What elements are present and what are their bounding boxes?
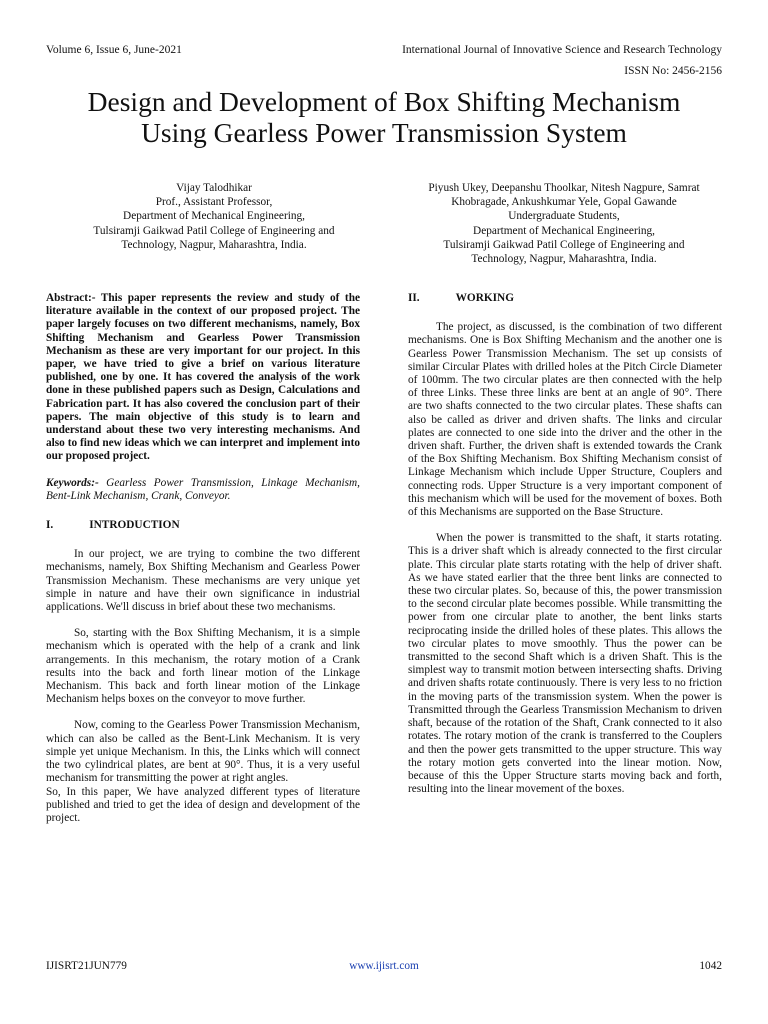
- title-line-2: Using Gearless Power Transmission System: [141, 117, 627, 148]
- author-name: Vijay Talodhikar: [176, 182, 252, 194]
- section-title: WORKING: [455, 292, 514, 304]
- keywords: [46, 477, 360, 503]
- section-title: INTRODUCTION: [89, 519, 180, 532]
- author-block-right: [400, 181, 728, 266]
- header-issn: ISSN No: 2456-2156: [624, 65, 722, 77]
- keywords-label: Keywords:-: [46, 476, 99, 489]
- author-college-line-1: Tulsiramji Gaikwad Patil College of Engineering and: [443, 238, 685, 251]
- left-column: [46, 292, 360, 825]
- header-journal: International Journal of Innovative Science and Research Technology: [402, 44, 722, 56]
- author-department: Department of Mechanical Engineering,: [473, 224, 655, 237]
- author-block-left: [58, 181, 370, 252]
- author-college-line-1: Tulsiramji Gaikwad Patil College of Engineering and: [93, 224, 335, 237]
- author-names-line-1: Piyush Ukey, Deepanshu Thoolkar, Nitesh Nagpure, Samrat: [428, 182, 700, 194]
- author-names-line-2: Khobragade, Ankushkumar Yele, Gopal Gawande: [451, 196, 677, 209]
- title-line-1: Design and Development of Box Shifting Mechanism: [87, 86, 681, 117]
- intro-paragraph-3: Now, coming to the Gearless Power Transmission Mechanism, which can also be called as the Bent-Link Mechanism. It is very simple yet unique Mechanism. In this, the Links which will connect the two cylindrical plates, are bent at 90°. Thus, it is a very useful mechanism for transmitting the power at right angles.: [46, 719, 360, 785]
- keywords-text: Gearless Power Transmission, Linkage Mechanism, Bent-Link Mechanism, Crank, Conveyor.: [46, 476, 360, 502]
- footer-paper-id: IJISRT21JUN779: [46, 960, 127, 972]
- header-volume: Volume 6, Issue 6, June-2021: [46, 44, 182, 56]
- author-college-line-2: Technology, Nagpur, Maharashtra, India.: [471, 253, 657, 266]
- section-heading-introduction: [46, 519, 360, 532]
- section-number: II.: [408, 292, 420, 304]
- abstract: Abstract:- This paper represents the review and study of the literature available in the context of our proposed project. The paper largely focuses on two different mechanisms, namely, Box Shifting Mechanism and Gearless Power Transmission Mechanism as these are very important for our project. In this paper, we have tried to give a brief on various literature published, one by one. It has covered the analysis of the work done in these published papers such as Design, Calculations and Fabrication part. It has also covered the conclusion part of their papers. The main objective of this study is to learn and understand about these two very interesting mechanisms. And also to find new ideas which we can interpret and implement into our proposed project.: [46, 292, 360, 463]
- author-college-line-2: Technology, Nagpur, Maharashtra, India.: [121, 238, 307, 251]
- author-position: Undergraduate Students,: [508, 210, 620, 223]
- section-number: I.: [46, 519, 54, 532]
- intro-paragraph-1: In our project, we are trying to combine the two different mechanisms, namely, Box Shifting Mechanism and Gearless Power Transmission Mechanism. These mechanisms are very unique yet simple in nature and have their own significance in industrial applications. We'll discuss in brief about these two mechanisms.: [46, 548, 360, 614]
- right-column: [408, 292, 722, 796]
- working-paragraph-2: When the power is transmitted to the shaft, it starts rotating. This is a driver shaft which is already connected to the first circular plate. This circular plate starts rotating with the help of driver shaft. As we have stated earlier that the three bent links are connected to these two circular plates. So, because of this, the power transmission to the second circular plate becomes possible. While transmitting the power from one circular plate to another, the bent links starts reciprocating inside the drilled holes of these plates. This allows the two circular plates to move smoothly. Thus the power can be transmitted to the second Shaft which is a driven Shaft. This is the simplest way to transmit motion between intersecting shafts. Driving and driven shafts rotate continuously. There is very less to no friction in the moving parts of the transmission system. When the power is Transmitted through the Gearless Transmission Mechanism to driven shaft, because of the rotation of the Shaft, Crank connected to it also rotates. The rotary motion of the crank is transferred to the Couplers and then the power gets transmitted to the upper structure. This way the rotary motion gets converted into the linear motion. Now, because of this the Upper Structure starts moving back and forth, resulting into the linear movement of the boxes.: [408, 532, 722, 796]
- author-position: Prof., Assistant Professor,: [155, 196, 273, 209]
- footer-url-link[interactable]: www.ijisrt.com: [349, 960, 419, 972]
- section-heading-working: [408, 292, 722, 305]
- paper-title: [20, 86, 748, 148]
- footer-page-number: 1042: [699, 960, 722, 972]
- author-department: Department of Mechanical Engineering,: [123, 210, 305, 223]
- working-paragraph-1: The project, as discussed, is the combination of two different mechanisms. One is Box Shifting Mechanism and the another one is Gearless Power Transmission Mechanism. The set up consists of similar Circular Plates with drilled holes at the Pitch Circle Diameter of 100mm. The two circular plates are then connected with the help of three Links. These three links are bent at an angle of 90°. There are two shafts connected to the two circular plates. These shafts can also be called as driver and driven shafts. The links and circular plates are connected to one side into the driver and the other in the driven shaft. Further, the driven shaft is extended towards the Crank of the Box Shifting Mechanism. Box Shifting Mechanism consist of Linkage Mechanism which include Upper Structure, Couplers and connecting rods. Upper Structure is a very important component of this mechanism which will be used for the movement of boxes. Both of this Mechanisms are supported on the Base Structure.: [408, 321, 722, 519]
- intro-paragraph-2: So, starting with the Box Shifting Mechanism, it is a simple mechanism which is operated with the help of a crank and link arrangements. In this mechanism, the rotary motion of a Crank results into the back and forth linear motion of the Linkage Mechanism. This back and forth linear motion of the Linkage Mechanism helps boxes on the conveyor to move further.: [46, 627, 360, 706]
- intro-paragraph-4: So, In this paper, We have analyzed different types of literature published and tried to get the idea of design and development of the project.: [46, 785, 360, 824]
